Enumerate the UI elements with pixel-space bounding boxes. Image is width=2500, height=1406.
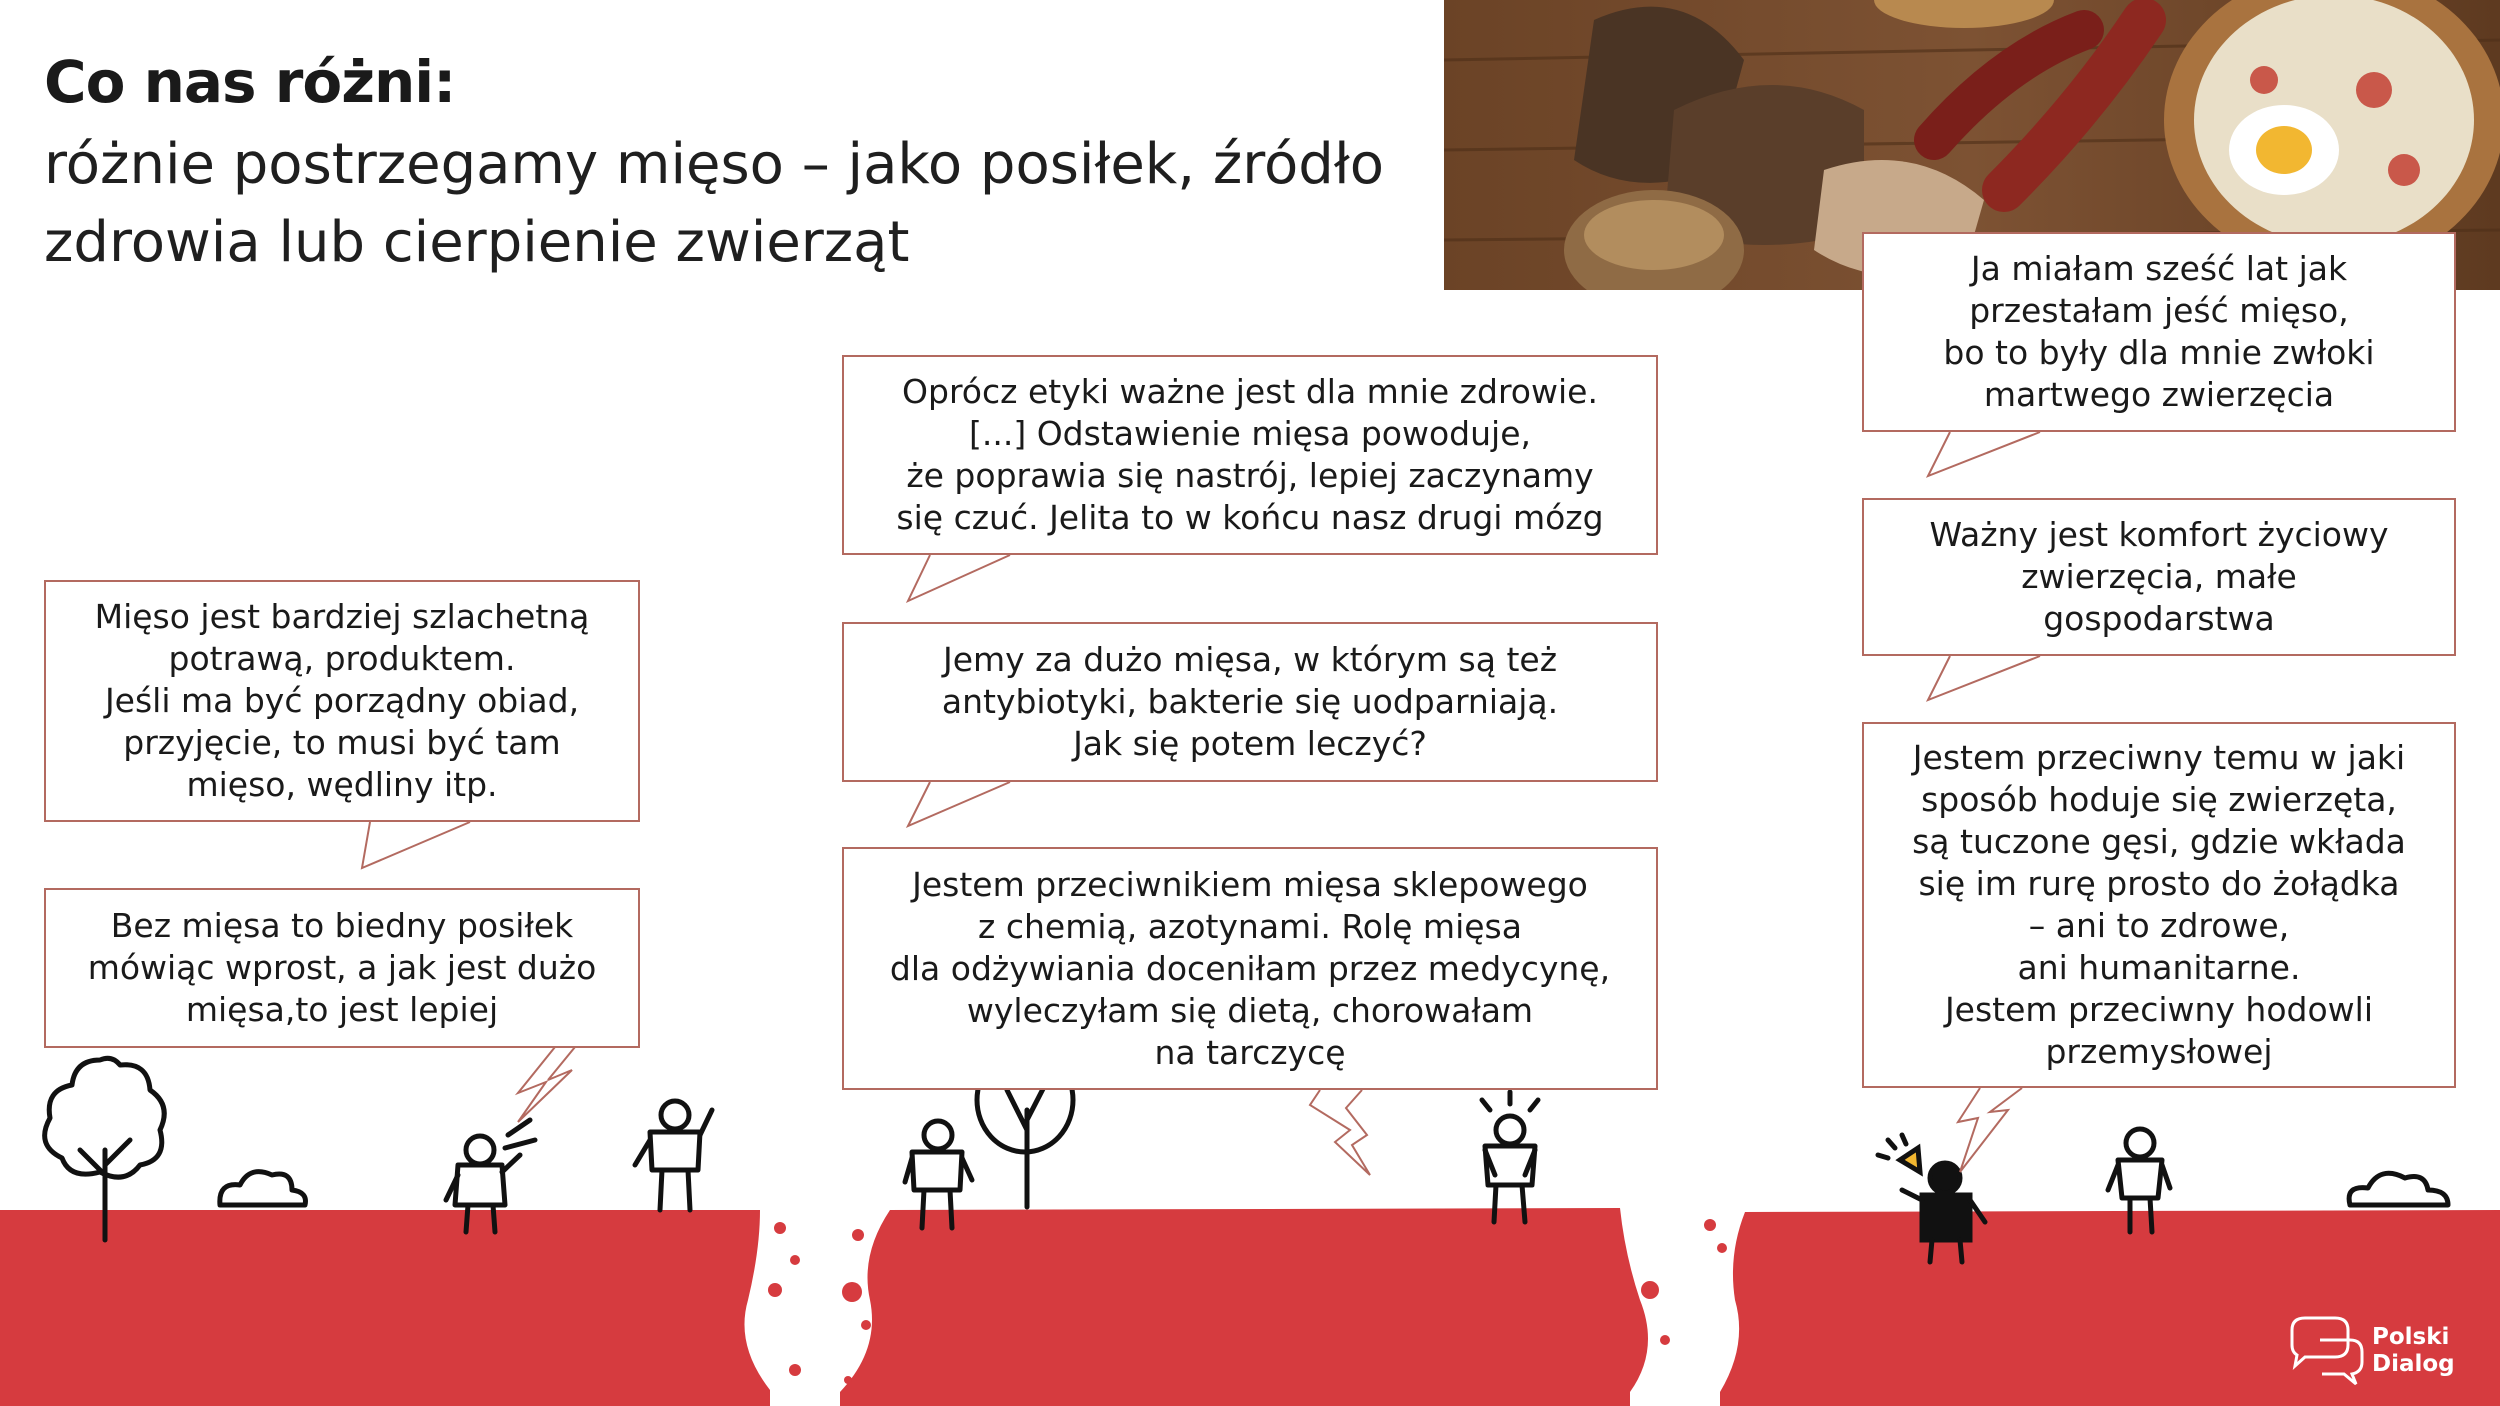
logo-line-1: Polski	[2372, 1324, 2450, 1350]
logo-spacer	[2286, 1346, 2358, 1356]
quote-text: Bez mięsa to biedny posiłek mówiąc wprost, a jak jest dużo mięsa,to jest lepiej	[87, 906, 597, 1029]
logo-line-2: Dialog	[2372, 1351, 2455, 1377]
quote-text: Oprócz etyki ważne jest dla mnie zdrowie. [...] Odstawienie mięsa powoduje, że poprawia się nastrój, lepiej zaczynamy się czuć. Jelita to w końcu nasz drugi mózg	[896, 372, 1604, 537]
quote-bubble	[1862, 498, 2456, 656]
page-subtitle: różnie postrzegamy mięso – jako posiłek, źródło zdrowia lub cierpienie zwierząt	[44, 132, 1385, 275]
quote-text: Jemy za dużo mięsa, w którym są też antybiotyki, bakterie się uodparniają. Jak się potem leczyć?	[941, 640, 1559, 763]
logo-text	[2372, 1324, 2455, 1378]
quote-text: Ja miałam sześć lat jak przestałam jeść mięso, bo to były dla mnie zwłoki martwego zwierzęcia	[1943, 249, 2375, 414]
polski-dialog-logo	[2286, 1324, 2455, 1378]
quote-bubble	[842, 355, 1658, 555]
quote-bubble	[1862, 232, 2456, 432]
quote-bubble	[44, 888, 640, 1048]
quote-bubble	[842, 622, 1658, 782]
quote-bubble	[842, 847, 1658, 1090]
page-title: Co nas różni:	[44, 48, 456, 116]
quote-text: Ważny jest komfort życiowy zwierzęcia, małe gospodarstwa	[1929, 515, 2389, 638]
quote-text: Jestem przeciwnikiem mięsa sklepowego z chemią, azotynami. Rolę mięsa dla odżywiania doceniłam przez medycynę, wyleczyłam się dietą, chorowałam na tarczycę	[889, 864, 1611, 1072]
quote-bubble	[1862, 722, 2456, 1088]
quote-text: Mięso jest bardziej szlachetną potrawą, produktem. Jeśli ma być porządny obiad, przyjęcie, to musi być tam mięso, wędliny itp.	[94, 597, 590, 804]
quote-bubble	[44, 580, 640, 822]
quote-text: Jestem przeciwny temu w jaki sposób hoduje się zwierzęta, są tuczone gęsi, gdzie wkłada się im rurę prosto do żołądka – ani to zdrowe, ani humanitarne. Jestem przeciwny hodowli przemysłowej	[1912, 738, 2406, 1071]
